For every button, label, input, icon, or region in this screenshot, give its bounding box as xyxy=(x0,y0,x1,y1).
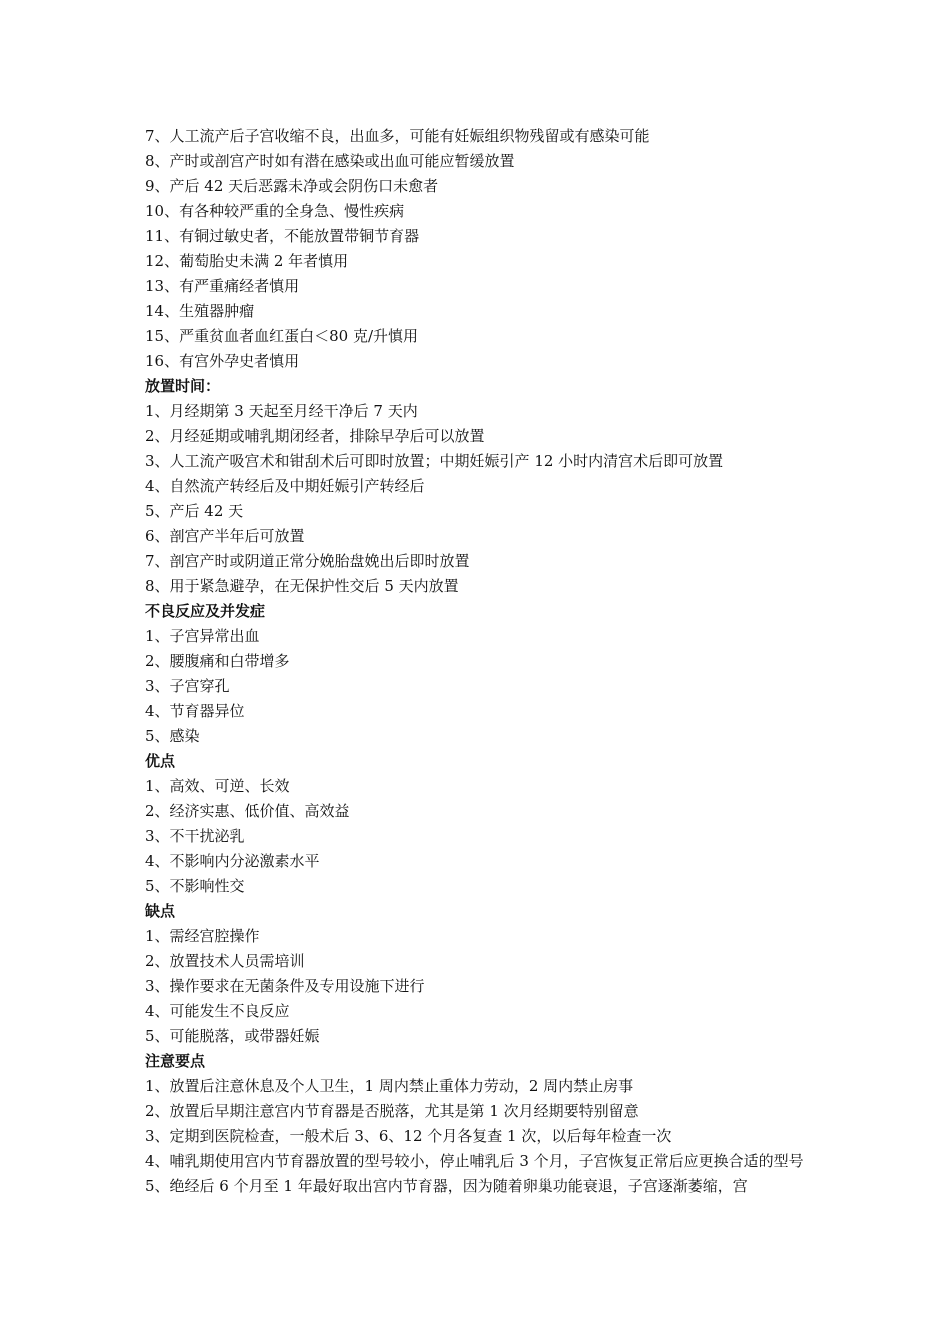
list-item: 2、经济实惠、低价值、高效益 xyxy=(145,802,350,820)
list-item: 8、产时或剖宫产时如有潜在感染或出血可能应暂缓放置 xyxy=(145,152,515,170)
list-item: 5、可能脱落，或带器妊娠 xyxy=(145,1027,320,1045)
list-item: 3、定期到医院检查，一般术后 3、6、12 个月各复查 1 次，以后每年检查一次 xyxy=(145,1127,672,1145)
notes-section xyxy=(145,1049,810,1199)
list-item: 1、月经期第 3 天起至月经干净后 7 天内 xyxy=(145,402,418,420)
list-item: 13、有严重痛经者慎用 xyxy=(145,277,300,295)
list-item: 10、有各种较严重的全身急、慢性疾病 xyxy=(145,202,405,220)
list-item: 1、需经宫腔操作 xyxy=(145,927,260,945)
list-item: 4、节育器异位 xyxy=(145,702,245,720)
section-heading-advantages: 优点 xyxy=(145,752,176,770)
list-item: 2、月经延期或哺乳期闭经者，排除早孕后可以放置 xyxy=(145,427,485,445)
advantages-section xyxy=(145,749,810,899)
list-item: 4、哺乳期使用宫内节育器放置的型号较小，停止哺乳后 3 个月，子宫恢复正常后应更换合适的型号 xyxy=(145,1152,804,1170)
section-heading-timing: 放置时间： xyxy=(145,377,221,395)
list-item: 5、感染 xyxy=(145,727,200,745)
list-item: 5、产后 42 天 xyxy=(145,502,244,520)
list-item: 4、可能发生不良反应 xyxy=(145,1002,290,1020)
list-item: 15、严重贫血者血红蛋白＜80 克/升慎用 xyxy=(145,327,418,345)
adverse-section xyxy=(145,599,810,749)
section-heading-disadvantages: 缺点 xyxy=(145,902,176,920)
list-item: 8、用于紧急避孕，在无保护性交后 5 天内放置 xyxy=(145,577,459,595)
list-item: 2、放置技术人员需培训 xyxy=(145,952,305,970)
timing-section xyxy=(145,374,810,599)
list-item: 6、剖宫产半年后可放置 xyxy=(145,527,305,545)
list-item: 3、操作要求在无菌条件及专用设施下进行 xyxy=(145,977,425,995)
list-item: 7、剖宫产时或阴道正常分娩胎盘娩出后即时放置 xyxy=(145,552,470,570)
list-item: 4、不影响内分泌激素水平 xyxy=(145,852,320,870)
list-item: 5、不影响性交 xyxy=(145,877,245,895)
list-item: 12、葡萄胎史未满 2 年者慎用 xyxy=(145,252,349,270)
list-item: 7、人工流产后子宫收缩不良，出血多，可能有妊娠组织物残留或有感染可能 xyxy=(145,127,650,145)
list-item: 1、高效、可逆、长效 xyxy=(145,777,290,795)
section-heading-notes: 注意要点 xyxy=(145,1052,206,1070)
list-item: 2、放置后早期注意宫内节育器是否脱落，尤其是第 1 次月经期要特别留意 xyxy=(145,1102,639,1120)
list-item: 11、有铜过敏史者，不能放置带铜节育器 xyxy=(145,227,420,245)
contraindications-list xyxy=(145,124,810,374)
list-item: 3、人工流产吸宫术和钳刮术后可即时放置；中期妊娠引产 12 小时内清宫术后即可放置 xyxy=(145,452,724,470)
list-item: 1、放置后注意休息及个人卫生，1 周内禁止重体力劳动，2 周内禁止房事 xyxy=(145,1077,634,1095)
list-item: 3、子宫穿孔 xyxy=(145,677,230,695)
list-item: 14、生殖器肿瘤 xyxy=(145,302,255,320)
list-item: 9、产后 42 天后恶露未净或会阴伤口未愈者 xyxy=(145,177,439,195)
section-heading-adverse: 不良反应及并发症 xyxy=(145,602,266,620)
list-item: 4、自然流产转经后及中期妊娠引产转经后 xyxy=(145,477,425,495)
list-item: 3、不干扰泌乳 xyxy=(145,827,245,845)
list-item: 5、绝经后 6 个月至 1 年最好取出宫内节育器，因为随着卵巢功能衰退，子宫逐渐萎缩，宫 xyxy=(145,1177,748,1195)
list-item: 2、腰腹痛和白带增多 xyxy=(145,652,290,670)
disadvantages-section xyxy=(145,899,810,1049)
list-item: 16、有宫外孕史者慎用 xyxy=(145,352,300,370)
list-item: 1、子宫异常出血 xyxy=(145,627,260,645)
document-page xyxy=(145,124,810,1199)
